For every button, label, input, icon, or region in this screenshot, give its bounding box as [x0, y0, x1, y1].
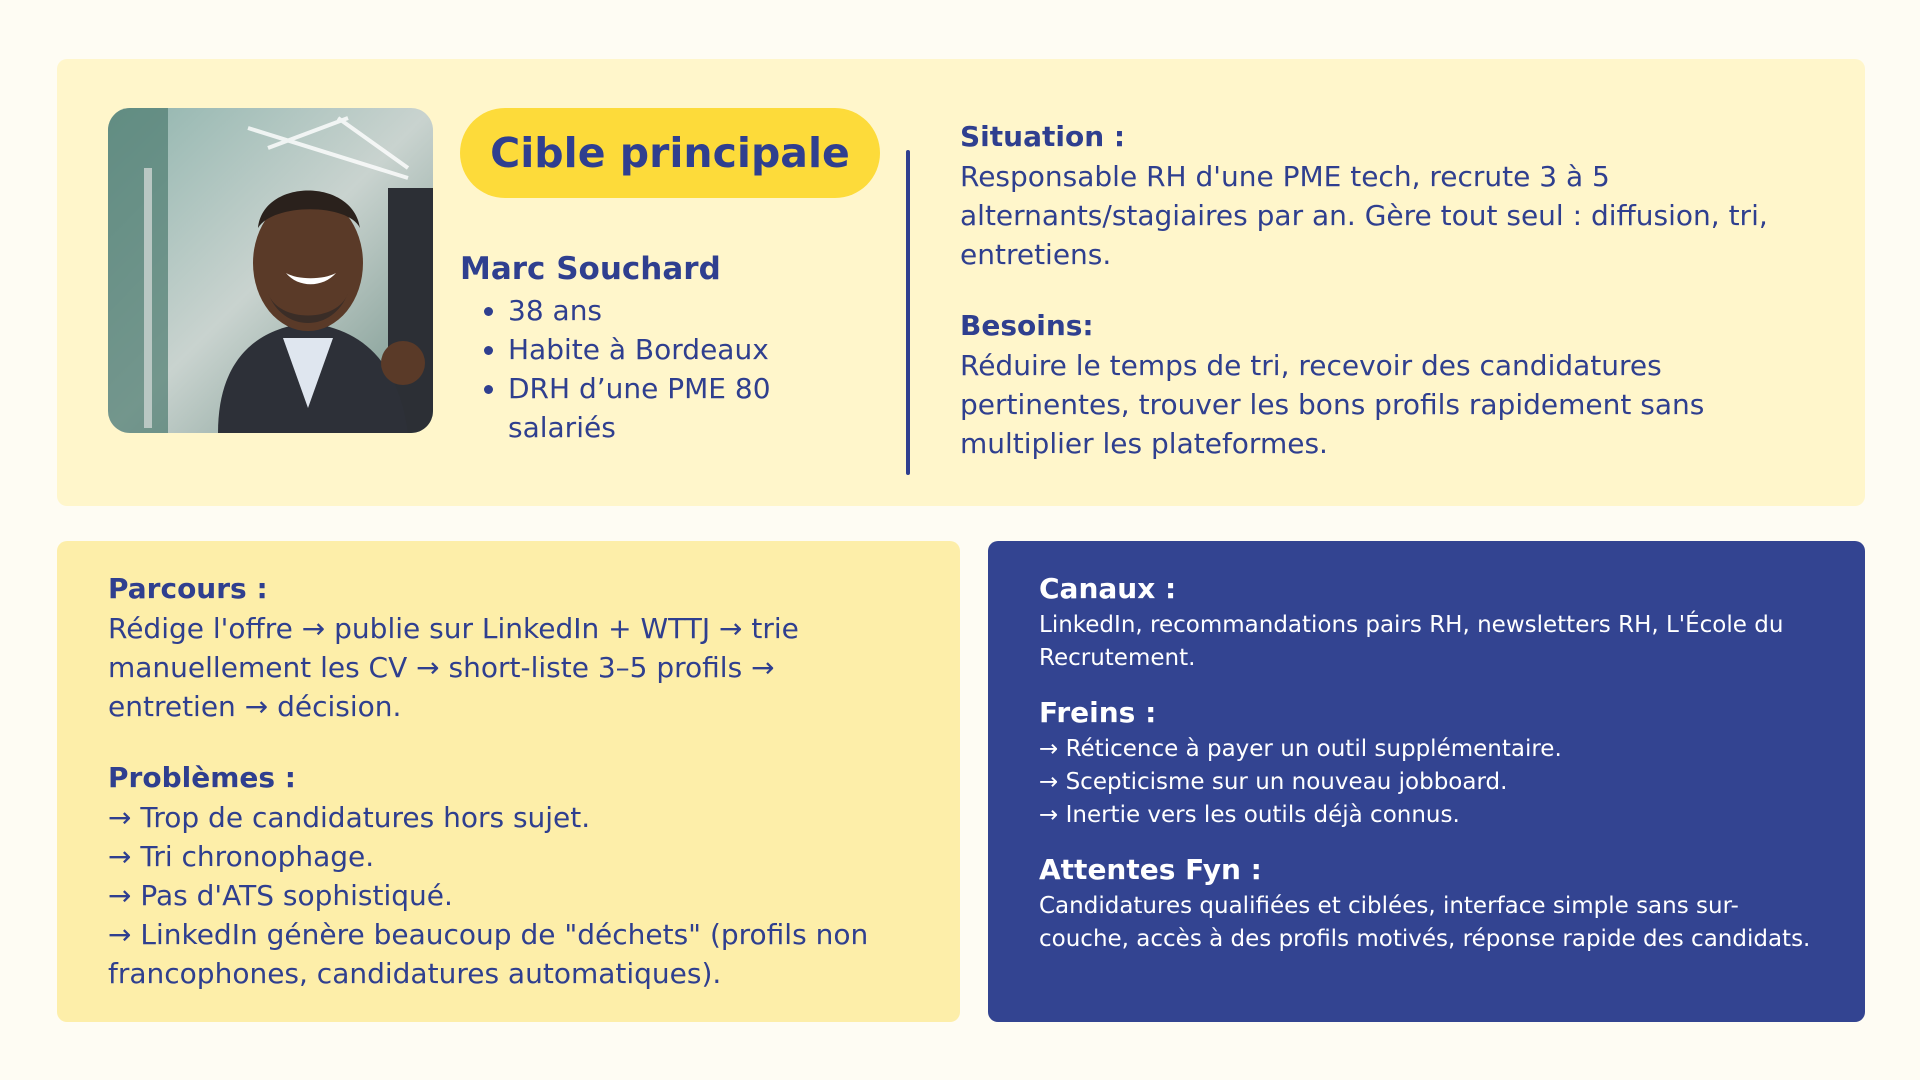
- persona-details: [460, 249, 840, 447]
- frein-item: → Scepticisme sur un nouveau jobboard.: [1039, 769, 1508, 795]
- situation-needs: [960, 119, 1820, 463]
- persona-age: • 38 ans: [508, 291, 840, 330]
- canaux-title: Canaux :: [1039, 572, 1177, 605]
- journey-card: [57, 541, 960, 1022]
- channels-card: [988, 541, 1865, 1022]
- persona-location: • Habite à Bordeaux: [508, 330, 840, 369]
- persona-name: Marc Souchard: [460, 251, 721, 287]
- attentes-text: Candidatures qualifiées et ciblées, interface simple sans sur-couche, accès à des profils motivés, réponse rapide des candidats.: [1039, 893, 1811, 952]
- persona-detail-list: [460, 291, 840, 447]
- besoins-title: Besoins:: [960, 309, 1094, 342]
- frein-item: → Réticence à payer un outil supplémentaire.: [1039, 736, 1562, 762]
- parcours-text: Rédige l'offre → publie sur LinkedIn + WTTJ → trie manuellement les CV → short-liste 3–5 profils → entretien → décision.: [108, 612, 799, 723]
- persona-role: • DRH d’une PME 80 salariés: [508, 369, 840, 447]
- attentes-title: Attentes Fyn :: [1039, 853, 1262, 886]
- canaux-text: LinkedIn, recommandations pairs RH, newsletters RH, L'École du Recrutement.: [1039, 612, 1784, 671]
- journey-content: [108, 571, 888, 993]
- probleme-item: → Trop de candidatures hors sujet.: [108, 801, 591, 834]
- situation-text: Responsable RH d'une PME tech, recrute 3 à 5 alternants/stagiaires par an. Gère tout seul : diffusion, tri, entretiens.: [960, 160, 1768, 271]
- situation-title: Situation :: [960, 120, 1126, 153]
- problemes-list: [108, 798, 888, 993]
- probleme-item: → Tri chronophage.: [108, 840, 375, 873]
- persona-card: [57, 59, 1865, 506]
- persona-photo: [108, 108, 433, 433]
- channels-content: [1039, 571, 1819, 956]
- parcours-title: Parcours :: [108, 572, 268, 605]
- freins-title: Freins :: [1039, 696, 1157, 729]
- vertical-divider: [906, 150, 910, 475]
- frein-item: → Inertie vers les outils déjà connus.: [1039, 802, 1460, 828]
- problemes-title: Problèmes :: [108, 761, 296, 794]
- besoins-text: Réduire le temps de tri, recevoir des candidatures pertinentes, trouver les bons profils rapidement sans multiplier les plateformes.: [960, 349, 1705, 460]
- probleme-item: → Pas d'ATS sophistiqué.: [108, 879, 453, 912]
- probleme-item: → LinkedIn génère beaucoup de "déchets" (profils non francophones, candidatures automatiques).: [108, 918, 869, 990]
- freins-list: [1039, 733, 1819, 832]
- target-badge: Cible principale: [460, 108, 880, 198]
- persona-photo-image: [108, 108, 433, 433]
